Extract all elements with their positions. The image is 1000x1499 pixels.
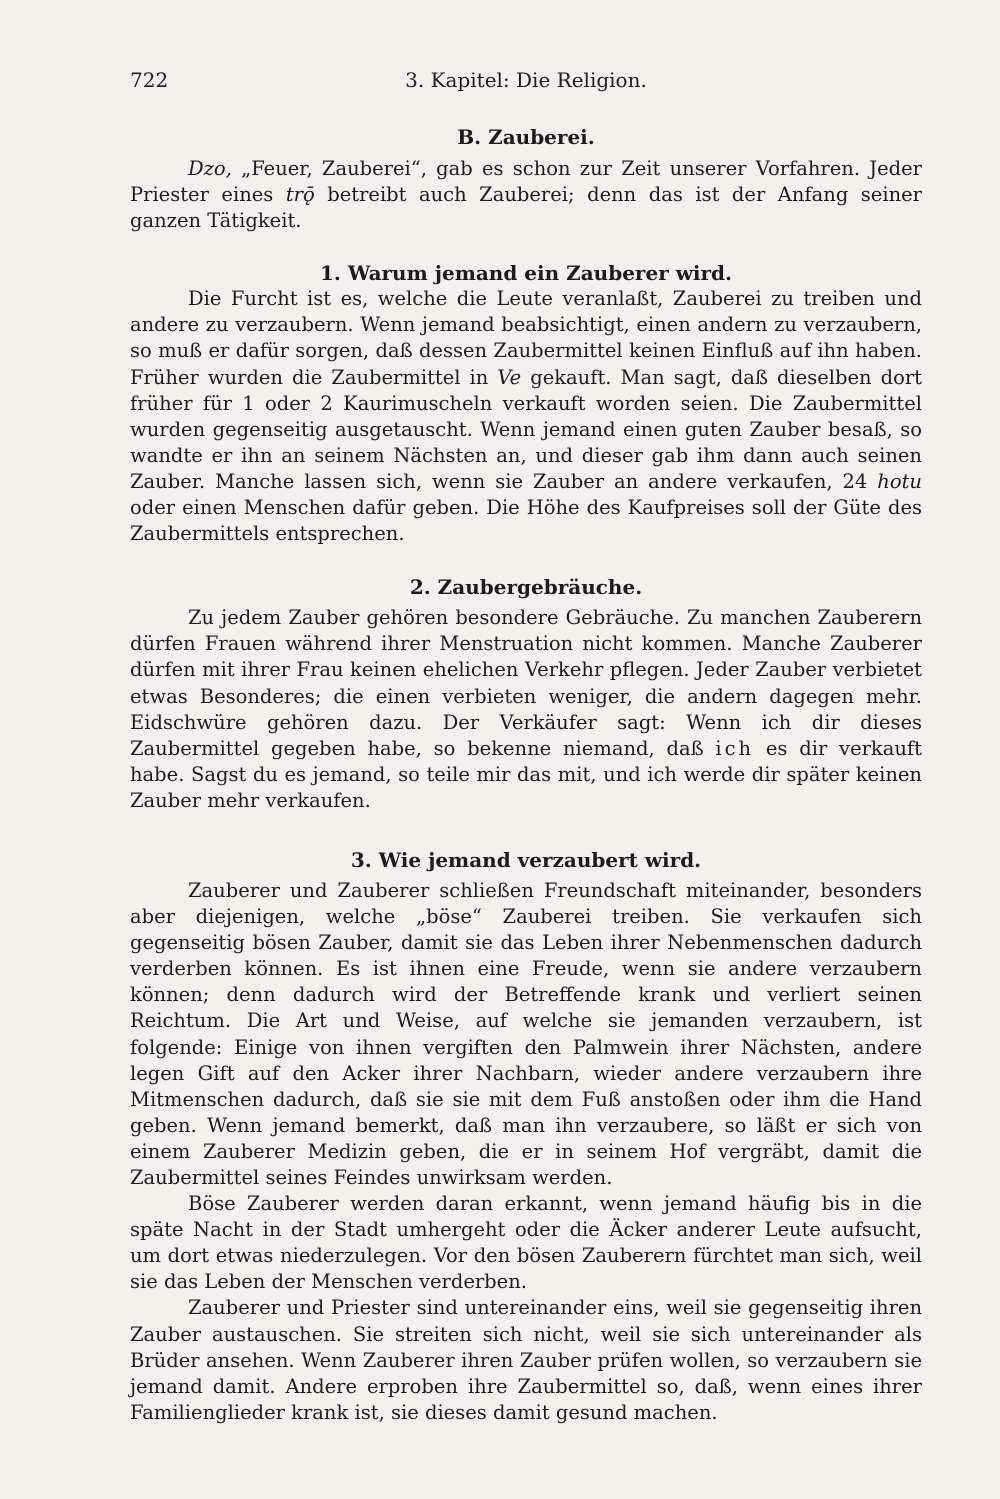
- running-title: 3. Kapitel: Die Religion.: [405, 68, 647, 92]
- emphasis-ich: ich: [715, 736, 755, 760]
- intro-paragraph: Dzo, „Feuer, Zauberei“, gab es schon zur Zeit unserer Vorfahren. Jeder Priester eines trǭ betreibt auch Zauberei; denn das ist der Anfang seiner ganzen Tätigkeit.: [130, 157, 923, 233]
- book-page: [130, 68, 922, 1426]
- term-tro: trǭ: [285, 183, 315, 207]
- subsection-3-paragraph-2: Böse Zauberer werden daran erkannt, wenn jemand häufig bis in die späte Nacht in der Stadt umhergeht oder die Äcker anderer Leute aufsucht, um dort etwas niederzulegen. Vor den bösen Zauberern fürchtet man sich, weil sie das Leben der Menschen verderben.: [130, 1192, 922, 1294]
- subsection-2-paragraph: Zu jedem Zauber gehören besondere Gebräuche. Zu manchen Zauberern dürfen Frauen während ihrer Menstruation nicht kommen. Manche Zauberer dürfen mit ihrer Frau keinen ehelichen Verkehr pflegen. Jeder Zauber verbietet etwas Besonderes; die einen verbieten weniger, die andern dagegen mehr. Eidschwüre gehören dazu. Der Verkäufer sagt: Wenn ich dir dieses Zaubermittel gegeben habe, so bekenne niemand, daß ich es dir verkauft habe. Sagst du es jemand, so teile mir das mit, und ich werde dir später keinen Zauber mehr verkaufen.: [130, 606, 922, 812]
- term-dzo: Dzo,: [188, 157, 232, 180]
- subsection-3-paragraph-1: Zauberer und Zauberer schließen Freundschaft miteinander, besonders aber diejenigen, welche „böse“ Zauberei treiben. Sie verkaufen sich gegenseitig bösen Zauber, damit sie das Leben ihrer Nebenmenschen dadurch verderben können. Es ist ihnen eine Freude, wenn sie andere verzaubern können; denn dadurch wird der Betreffende krank und verliert seinen Reichtum. Die Art und Weise, auf welche sie jemanden verzaubern, ist folgende: Einige von ihnen vergiften den Palmwein ihrer Nächsten, andere legen Gift auf den Acker ihrer Nachbarn, wieder andere verzaubern ihre Mitmenschen dadurch, daß sie sie mit dem Fuß anstoßen oder ihm die Hand geben. Wenn jemand bemerkt, daß man ihn verzaubere, so läßt er sich von einem Zauberer Medizin geben, die er in seinem Hof vergräbt, damit die Zaubermittel seines Feindes unwirksam werden.: [130, 878, 922, 1189]
- subsection-1-title: 1. Warum jemand ein Zauberer wird.: [320, 261, 732, 286]
- subsection-3-title: 3. Wie jemand verzaubert wird.: [350, 847, 702, 872]
- page-number: 722: [130, 68, 169, 92]
- section-title: B. Zauberei.: [457, 125, 595, 149]
- term-hotu: hotu: [877, 469, 922, 493]
- term-ve: Ve: [497, 365, 522, 389]
- subsection-1-paragraph: Die Furcht ist es, welche die Leute veranlaßt, Zauberei zu treiben und andere zu verzaubern. Wenn jemand beabsichtigt, einen andern zu verzaubern, so muß er dafür sorgen, daß dessen Zaubermittel keinen Einfluß auf ihn haben. Früher wurden die Zaubermittel in Ve gekauft. Man sagt, daß dieselben dort früher für 1 oder 2 Kaurimuscheln verkauft worden seien. Die Zaubermittel wurden gegenseitig ausgetauscht. Wenn jemand einen guten Zauber besaß, so wandte er ihn an seinem Nächsten an, und dieser gab ihm dann auch seinen Zauber. Manche lassen sich, wenn sie Zauber an andere verkaufen, 24 hotu oder einen Menschen dafür geben. Die Höhe des Kaufpreises soll der Güte des Zaubermittels entsprechen.: [130, 287, 922, 546]
- subsection-3-paragraph-3: Zauberer und Priester sind untereinander eins, weil sie gegenseitig ihren Zauber austauschen. Sie streiten sich nicht, weil sie sich untereinander als Brüder ansehen. Wenn Zauberer ihren Zauber prüfen wollen, so verzaubern sie jemand damit. Andere erproben ihre Zaubermittel so, daß, wenn eines ihrer Familienglieder krank ist, sie dieses damit gesund machen.: [130, 1296, 922, 1424]
- running-head: [130, 68, 922, 104]
- subsection-2-title: 2. Zaubergebräuche.: [409, 575, 643, 600]
